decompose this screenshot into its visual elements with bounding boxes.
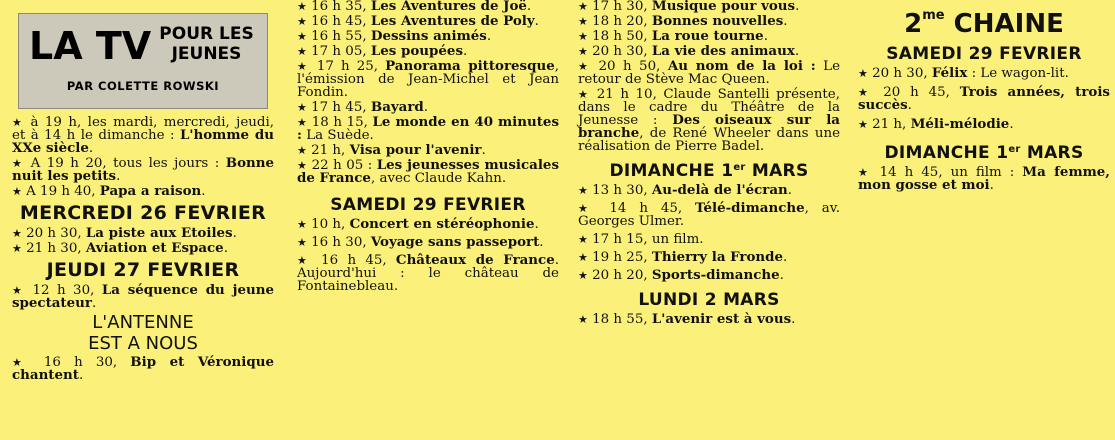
entry-text: 16 h 30, [306,235,371,250]
entry-text-end: . Aujourd'hui : le château de Fontainebleau. [297,253,559,294]
program-title: Aviation et Espace [85,240,224,256]
program-title: Méli-mélodie [910,116,1010,132]
day-heading-lundi: LUNDI 2 MARS [638,290,780,310]
entry-text-end: . [91,296,97,311]
entry-text-end: . [794,44,800,59]
entry-text-end: . [88,141,94,156]
star-icon: ★ [12,356,31,369]
program-title: Musique pour vous [651,0,796,14]
antenne-line-2: EST A NOUS [88,333,198,354]
entry-text-end: . [526,0,532,14]
day-heading-dimanche-2 [858,143,1110,163]
star-icon: ★ [297,30,307,43]
entry-text-end: . [223,241,228,256]
star-icon: ★ [297,144,307,157]
entry-text-end: . [534,14,539,29]
entry-text-end: . [78,368,84,383]
entry-text: 17 h 45, [306,100,371,115]
program-entry [578,0,840,13]
star-icon: ★ [297,236,307,249]
star-icon: ★ [297,218,307,231]
dimanche-list [578,184,840,282]
program-title: Ma femme, mon gosse et moi [858,164,1110,193]
program-entry [12,242,274,255]
star-icon: ★ [578,45,588,58]
entry-text: 14 h 45, [596,201,696,216]
program-title: Châteaux de France [395,252,555,268]
intro-list [12,116,274,198]
star-icon: ★ [578,0,588,13]
entry-text-end: . [539,235,544,250]
entry-text: 14 h 45, un film : [871,165,1023,180]
entry-text: à 19 h, les mardi, mercredi, jeudi, et à 14 h le dimanche : [12,115,274,143]
chaine-num: 2 [904,9,923,39]
star-icon: ★ [297,254,312,267]
entry-text-end: : Le wagon-lit. [967,66,1069,81]
program-entry [297,218,559,231]
entry-text-end: . [534,217,539,232]
entry-text-end: , avec Claude Kahn. [370,171,507,186]
program-title: Dessins animés [370,28,487,44]
program-entry [578,88,840,153]
star-icon: ★ [578,88,591,101]
program-title: Bayard [370,99,424,115]
entry-text: 20 h 30, [867,66,932,81]
program-title: L'homme du XXe siècle [12,127,274,156]
entry-text: 17 h 05, [306,44,371,59]
program-title: Sports-dimanche [651,267,780,283]
entry-text: 20 h 45, [873,85,960,100]
program-title: Visa pour l'avenir [349,142,482,158]
entry-text-end: . [1009,117,1014,132]
star-icon: ★ [12,242,22,255]
entry-text-end: . [795,0,800,14]
program-entry [578,45,840,58]
column-4 [858,0,1110,194]
entry-text-end: , l'émission de Jean-Michel et Jean Fondin. [297,59,559,100]
program-entry [297,30,559,43]
program-title: Bonnes nouvelles [651,13,784,29]
entry-text: 16 h 45, [311,253,396,268]
program-title: L'avenir est à vous [651,311,792,327]
day-heading-samedi-2: SAMEDI 29 FEVRIER [886,44,1082,64]
star-icon: ★ [12,284,26,297]
star-icon: ★ [297,45,307,58]
title-box [18,13,268,109]
entry-text-end: , av. Georges Ulmer. [578,201,840,229]
entry-text: 18 h 15, [307,115,373,130]
program-entry [297,15,559,28]
program-entry [12,284,274,310]
program-entry [297,254,559,293]
entry-text: 21 h 30, [21,241,86,256]
program-entry [578,60,840,86]
antenne-line-1: L'ANTENNE [92,312,194,333]
entry-text: A 19 h 40, [21,184,100,199]
program-entry [578,202,840,228]
samedi-2-list [858,67,1110,131]
star-icon: ★ [297,101,307,114]
entry-text: 13 h 30, [587,183,652,198]
star-icon: ★ [578,30,588,43]
program-title: Thierry la Fronde [651,249,784,265]
entry-text: 16 h 55, [306,29,371,44]
program-entry [858,118,1110,131]
program-title: Voyage sans passeport [370,234,540,250]
entry-text: 22 h 05 : [307,158,377,173]
star-icon: ★ [12,227,22,240]
program-entry [297,45,559,58]
program-title: Papa a raison [99,183,202,199]
program-entry [12,116,274,155]
entry-text: 19 h 25, [587,250,652,265]
star-icon: ★ [858,86,874,99]
entry-text: 20 h 50, [591,59,668,74]
program-title: Félix [931,65,968,81]
dimanche-label: DIMANCHE 1 [609,161,734,181]
program-entry [297,60,559,99]
star-icon: ★ [578,269,588,282]
program-entry [578,233,840,246]
entry-text: 17 h 25, [309,59,386,74]
program-title: Des oiseaux sur la branche [578,112,840,141]
col3-list-a [578,0,840,153]
program-entry [12,185,274,198]
entry-text: 16 h 45, [306,14,371,29]
star-icon: ★ [297,0,307,13]
program-entry [297,116,559,142]
entry-text: A 19 h 20, tous les jours : [24,156,226,171]
entry-text: 17 h 15, un film. [587,232,704,247]
entry-text-end: . [201,184,206,199]
star-icon: ★ [297,15,307,28]
program-entry [858,67,1110,80]
entry-text-end: . [791,312,796,327]
star-icon: ★ [578,251,588,264]
entry-text: 12 h 30, [25,283,102,298]
day-heading-dimanche [578,161,840,181]
program-entry [297,159,559,185]
program-entry [858,166,1110,192]
program-title: Trois années, trois succès [858,84,1110,113]
program-entry [297,236,559,249]
entry-text-end: . [423,100,429,115]
star-icon: ★ [12,185,22,198]
entry-text-end: , de René Wheeler dans une réalisation de Pierre Badel. [578,126,840,154]
entry-text-end: . [763,29,768,44]
jeudi-list-b [12,356,274,382]
entry-text-end: . [989,178,994,193]
entry-text: 20 h 30, [21,226,86,241]
entry-text-end: . [116,169,121,184]
entry-text-end: . [907,98,912,113]
dimanche-rest: MARS [745,161,809,181]
program-title: Le monde en 40 minutes : [297,114,559,143]
dimanche-2-rest: MARS [1020,143,1084,163]
program-title: Bonne nuit les petits [12,155,274,184]
star-icon: ★ [297,159,308,172]
dimanche-2-label: DIMANCHE 1 [884,143,1009,163]
program-title: Les Aventures de Joë [370,0,527,14]
day-heading-jeudi: JEUDI 27 FEVRIER [46,259,240,281]
program-title: La séquence du jeune spectateur [12,282,274,311]
day-heading-mercredi: MERCREDI 26 FEVRIER [19,202,267,224]
program-title: Les jeunesses musicales de France [297,157,559,186]
program-entry [578,15,840,28]
program-title: Panorama pittoresque [385,58,555,74]
program-entry [578,269,840,282]
entry-text: 18 h 20, [587,14,652,29]
entry-text: 10 h, [306,217,350,232]
program-entry [12,227,274,240]
program-title: Les poupées [370,43,463,59]
program-title: Au-delà de l'écran [651,182,788,198]
entry-text: 21 h, [306,143,350,158]
entry-text-end: . [462,44,468,59]
column-2 [297,0,559,298]
entry-text-end: La Suède. [301,128,374,143]
program-entry [578,313,840,326]
star-icon: ★ [578,233,588,246]
column-1 [12,0,274,384]
entry-text-end: . [481,143,486,158]
entry-text-end: . [787,183,793,198]
mercredi-list [12,227,274,255]
title-sub: POUR LES JEUNES [159,24,254,64]
entry-text: 21 h, [867,117,911,132]
program-title: Les Aventures de Poly [370,13,535,29]
dimanche-2-sup: er [1008,144,1021,155]
program-entry [858,86,1110,112]
entry-text-end: . [232,226,237,241]
entry-text-end: . [783,14,788,29]
star-icon: ★ [578,202,597,215]
column-3 [578,0,840,328]
star-icon: ★ [12,157,25,170]
program-entry [12,157,274,183]
program-title: Au nom de la loi : [667,58,816,74]
star-icon: ★ [12,116,25,129]
program-entry [297,144,559,157]
dimanche-sup: er [733,162,746,173]
entry-text: 18 h 50, [587,29,652,44]
entry-text: 16 h 30, [30,355,131,370]
chaine-sup: me [922,8,945,23]
program-title: La vie des animaux [651,43,795,59]
star-icon: ★ [858,166,872,179]
program-entry [297,101,559,114]
star-icon: ★ [578,184,588,197]
program-title: Bip et Véronique chantent [12,354,274,383]
program-entry [12,356,274,382]
entry-text-end: . [486,29,492,44]
entry-text-end: . [779,268,784,283]
star-icon: ★ [578,15,588,28]
star-icon: ★ [858,118,868,131]
entry-text: 18 h 55, [587,312,652,327]
lundi-list [578,313,840,326]
entry-text-end: Le retour de Stève Mac Queen. [578,59,840,87]
program-title: Concert en stéréophonie [349,216,535,232]
byline: PAR COLETTE ROWSKI [66,79,220,93]
jeudi-list-a [12,284,274,310]
program-entry [297,0,559,13]
program-title: La roue tourne [651,28,764,44]
entry-text-end: . [783,250,788,265]
entry-text: 16 h 35, [306,0,371,14]
chaine-heading [858,10,1110,38]
day-heading-samedi: SAMEDI 29 FEVRIER [330,195,526,215]
star-icon: ★ [578,313,588,326]
dimanche-2-list [858,166,1110,192]
entry-text: 20 h 20, [587,268,652,283]
star-icon: ★ [297,60,310,73]
antenne-heading [12,312,274,354]
star-icon: ★ [858,67,868,80]
program-entry [578,30,840,43]
entry-text: 20 h 30, [587,44,652,59]
entry-text: 17 h 30, [587,0,652,14]
star-icon: ★ [578,60,592,73]
program-title: Télé-dimanche [695,200,805,216]
star-icon: ★ [297,116,308,129]
title-main: LA TV [29,24,152,68]
col2-list-a [297,0,559,185]
chaine-word: CHAINE [944,9,1064,39]
program-entry [578,184,840,197]
col2-list-b [297,218,559,293]
program-title: La piste aux Etoiles [85,225,233,241]
program-entry [578,251,840,264]
entry-text: 21 h 10, Claude Santelli présente, dans le cadre du Théâtre de la Jeunesse : [578,87,840,128]
